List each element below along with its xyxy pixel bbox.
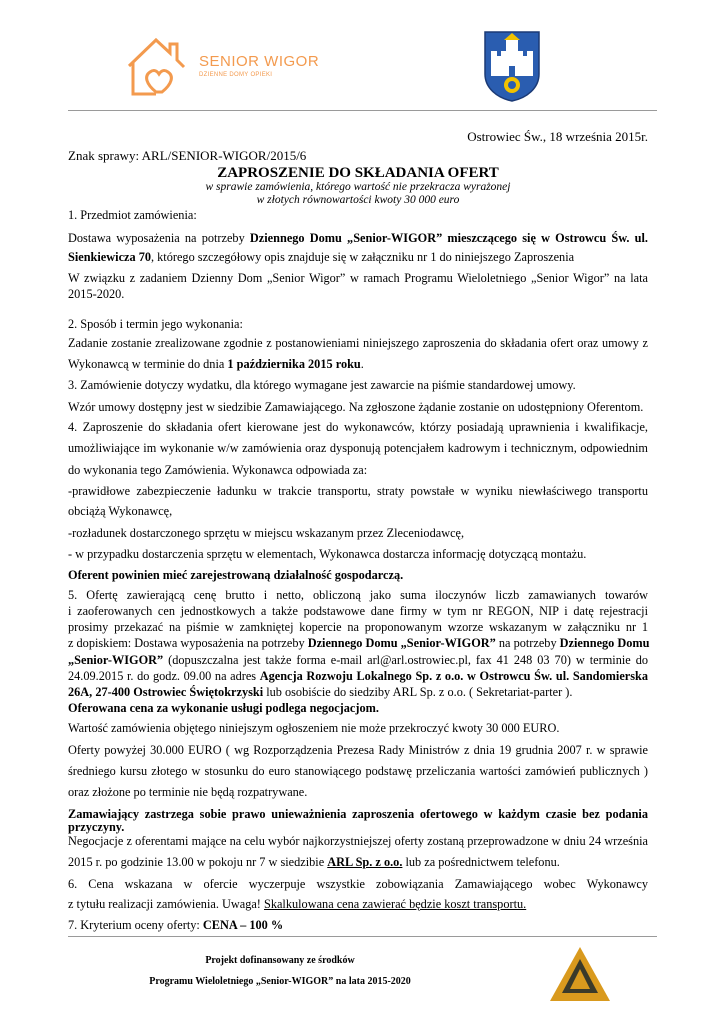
section-4-line-4: -prawidłowe zabezpieczenie ładunku w trakcie transportu, straty powstałe w wyniku niewłaściwego transportu [68, 484, 648, 498]
section-4-line-2: umożliwiające im wykonanie w/w zamówienia oraz dysponują potencjałem kadrowym i technicznym, odpowiednim [68, 441, 648, 455]
house-heart-icon [126, 36, 192, 98]
section-1-heading: 1. Przedmiot zamówienia: [68, 208, 197, 222]
section-1-line-2: Sienkiewicza 70, którego szczegółowy opis znajduje się w załączniku nr 1 do niniejszego Zaproszenia [68, 250, 575, 264]
program-logo-icon [548, 945, 612, 1003]
section-5-line-3: prosimy przekazać na piśmie w zamkniętej kopercie na proponowanym wzorze wskazanym w załączniku nr 1 [68, 620, 648, 634]
section-4-line-3: do wykonania tego Zamówienia. Wykonawca odpowiada za: [68, 463, 368, 477]
section-7-criteria: 7. Kryterium oceny oferty: CENA – 100 % [68, 918, 284, 932]
section-3-line-1: 3. Zamówienie dotyczy wydatku, dla którego wymagane jest zawarcie na piśmie standardowej umowy. [68, 378, 576, 392]
negotiation-line-1: Negocjacje z oferentami mające na celu wybór najkorzystniejszej oferty zostaną przeprowadzone w dniu 24 września [68, 834, 648, 848]
section-1-line-1: Dostawa wyposażenia na potrzeby Dziennego Domu „Senior-WIGOR” mieszczącego się w Ostrowcu Św. ul. [68, 231, 648, 245]
section-5-line-1: 5. Ofertę zawierającą cenę brutto i netto, obliczoną jako suma iloczynów liczb zamawianych towarów [68, 588, 648, 602]
logo-subtitle: DZIENNE DOMY OPIEKI [199, 72, 273, 78]
section-5-line-9: Wartość zamówienia objętego niniejszym ogłoszeniem nie może przekroczyć kwoty 30 000 EURO. [68, 721, 560, 735]
logo-title: SENIOR WIGOR [199, 53, 320, 70]
section-4-line-6: -rozładunek dostarczonego sprzętu w miejscu wskazanym przez Zleceniodawcę, [68, 526, 465, 540]
section-5-line-6: 24.09.2015 r. do godz. 09.00 na adres Agencja Rozwoju Lokalnego Sp. z o.o. w Ostrowcu Św. ul. Sandomierska [68, 669, 649, 683]
section-5-line-10: Oferty powyżej 30.000 EURO ( wg Rozporządzenia Prezesa Rady Ministrów z dnia 19 grudnia 2007 r. w sprawie [68, 743, 648, 757]
section-5-line-2: i zaoferowanych cen jednostkowych a także podstawowe dane firmy w tym nr REGON, NIP i datę rejestracji [68, 604, 648, 618]
section-4-line-1: 4. Zaproszenie do składania ofert kierowane jest do wykonawców, którzy posiadają uprawnienia i kwalifikacje, [68, 420, 648, 434]
section-2-heading: 2. Sposób i termin jego wykonania: [68, 317, 243, 331]
senior-wigor-logo [126, 36, 326, 98]
section-5-line-5: „Senior-WIGOR” (dopuszczalna jest także forma e-mail arl@arl.ostrowiec.pl, fax 41 248 03 70) w terminie do [68, 653, 648, 667]
case-reference: Znak sprawy: ARL/SENIOR-WIGOR/2015/6 [68, 148, 307, 163]
section-2-line-1: Zadanie zostanie zrealizowane zgodnie z postanowieniami niniejszego zaproszenia do składania ofert oraz umowy z [68, 336, 648, 350]
reservation-line-2: przyczyny. [68, 820, 125, 834]
section-5-line-8: Oferowana cena za wykonanie usługi podlega negocjacjom. [68, 701, 379, 715]
section-2-line-2: Wykonawcą w terminie do dnia 1 października 2015 roku. [68, 357, 364, 371]
section-4-line-5: obciążą Wykonawcę, [68, 504, 173, 518]
section-1-line-4: 2015-2020. [68, 287, 125, 301]
section-5-line-11: średniego kursu złotego w stosunku do euro stanowiącego podstawę przeliczania wartości zamówień publicznych ) [68, 764, 648, 778]
section-5-line-4: z dopiskiem: Dostawa wyposażenia na potrzeby Dziennego Domu „Senior-WIGOR” na potrzeby Dziennego Domu [68, 636, 650, 650]
header-divider [68, 110, 657, 111]
section-1-line-3: W związku z zadaniem Dzienny Dom „Senior Wigor” w ramach Programu Wieloletniego „Senior Wigor” na lata [68, 271, 648, 285]
document-title: ZAPROSZENIE DO SKŁADANIA OFERT [217, 165, 499, 181]
place-date: Ostrowiec Św., 18 września 2015r. [467, 129, 648, 144]
negotiation-line-2: 2015 r. po godzinie 13.00 w pokoju nr 7 w siedzibie ARL Sp. z o.o. lub za pośrednictwem telefonu. [68, 855, 560, 869]
section-6-line-2: z tytułu realizacji zamówienia. Uwaga! Skalkulowana cena zawierać będzie koszt transportu. [68, 897, 527, 911]
section-4-line-8: Oferent powinien mieć zarejestrowaną działalność gospodarczą. [68, 568, 404, 582]
footer-line-1: Projekt dofinansowany ze środków [205, 955, 355, 966]
coat-of-arms-icon [483, 30, 541, 102]
subtitle-line-2: w złotych równowartości kwoty 30 000 euro [256, 194, 460, 206]
section-5-line-12: oraz złożone po terminie nie będą rozpatrywane. [68, 785, 308, 799]
subtitle-line-1: w sprawie zamówienia, którego wartość nie przekracza wyrażonej [205, 181, 511, 193]
footer-line-2: Programu Wieloletniego „Senior-WIGOR” na lata 2015-2020 [149, 976, 411, 987]
section-3-line-2: Wzór umowy dostępny jest w siedzibie Zamawiającego. Na zgłoszone żądanie zostanie on udostępniony Oferentom. [68, 400, 644, 414]
section-5-line-7: 26A, 27-400 Ostrowiec Świętokrzyski lub osobiście do siedziby ARL Sp. z o.o. ( Sekretariat-parter ). [68, 685, 573, 699]
footer-divider [68, 936, 657, 937]
reservation-line-1: Zamawiający zastrzega sobie prawo unieważnienia zaproszenia ofertowego w każdym czasie bez podania [68, 807, 648, 821]
section-4-line-7: - w przypadku dostarczenia sprzętu w elementach, Wykonawca dostarcza informację dotyczącą montażu. [68, 547, 587, 561]
section-6-line-1: 6. Cena wskazana w ofercie wyczerpuje wszystkie zobowiązania Zamawiającego wobec Wykonawcy [68, 877, 648, 891]
